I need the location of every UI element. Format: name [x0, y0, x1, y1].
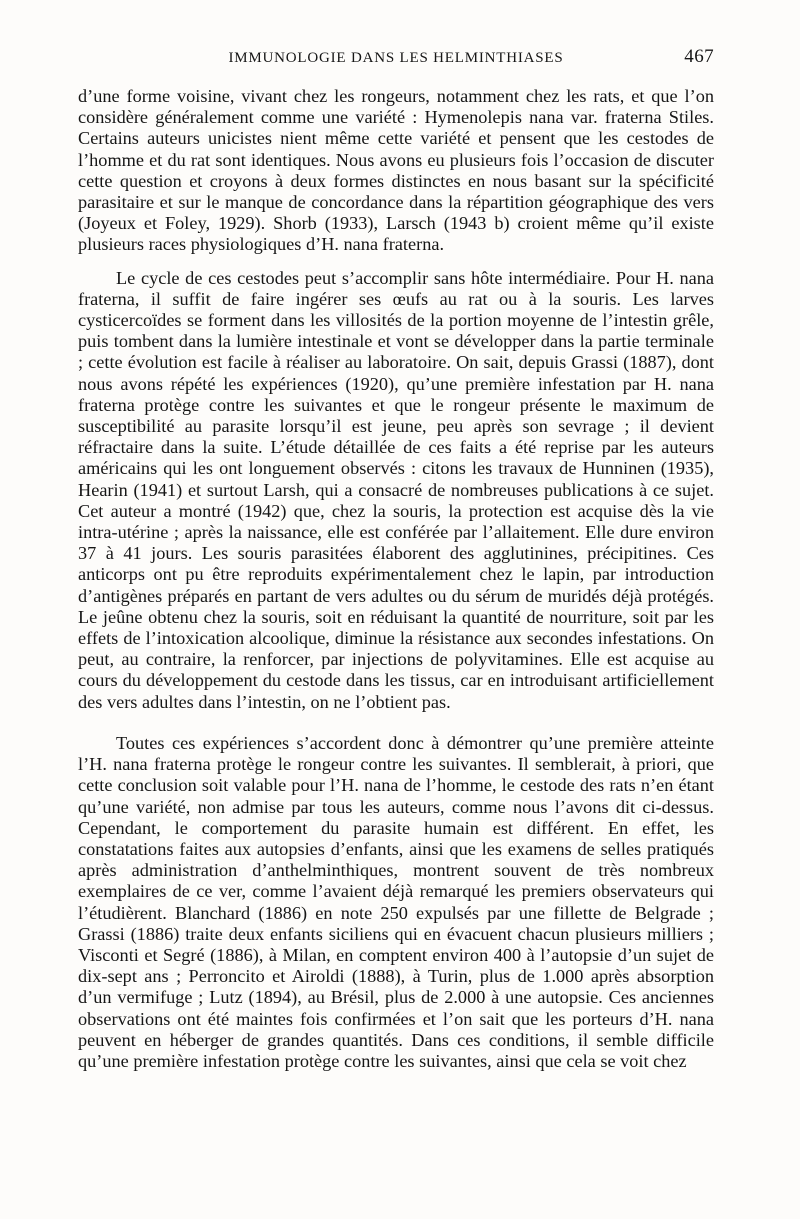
body-text [78, 86, 714, 1072]
paragraph-cycle: Le cycle de ces cestodes peut s’accomplir sans hôte intermédiaire. Pour H. nana fraterna, il suffit de faire ingérer ses œufs au rat ou à la souris. Les larves cysticercoïdes se forment dans les villosités de la portion moyenne de l’intestin grêle, puis tombent dans la lumière intestinale et vont se développer dans la partie terminale ; cette évolution est facile à réaliser au laboratoire. On sait, depuis Grassi (1887), dont nous avons répété les expériences (1920), qu’une première infestation par H. nana fraterna protège contre les suivantes et que le rongeur présente le maximum de susceptibilité au parasite lorsqu’il est jeune, peu après son sevrage ; il devient réfractaire dans la suite. L’étude détaillée de ces faits a été reprise par les auteurs américains qui les ont longuement observés : citons les travaux de Hunninen (1935), Hearin (1941) et surtout Larsh, qui a consacré de nombreuses publications à ce sujet. Cet auteur a montré (1942) que, chez la souris, la protection est acquise dès la vie intra-utérine ; après la naissance, elle est conférée par l’allaitement. Elle dure environ 37 à 41 jours. Les souris parasitées élaborent des agglutinines, précipitines. Ces anticorps ont pu être reproduits expérimentalement chez le lapin, par introduction d’antigènes préparés en partant de vers adultes ou du sérum de muridés déjà protégés. Le jeûne obtenu chez la souris, soit en réduisant la quantité de nourriture, soit par les effets de l’intoxication alcoolique, diminue la résistance aux secondes infestations. On peut, au contraire, la renforcer, par injections de polyvitamines. Elle est acquise au cours du développement du cestode dans les tissus, car en introduisant artificiellement des vers adultes dans l’intestin, on ne l’obtient pas. [78, 267, 714, 712]
running-title: IMMUNOLOGIE DANS LES HELMINTHIASES [228, 50, 564, 66]
paragraph-experiences: Toutes ces expériences s’accordent donc à démontrer qu’une première atteinte l’H. nana fraterna protège le rongeur contre les suivantes. Il semblerait, à priori, que cette conclusion soit valable pour l’H. nana de l’homme, le cestode des rats n’en étant qu’une variété, non admise par tous les auteurs, comme nous l’avons dit ci-dessus. Cependant, le comportement du parasite humain est différent. En effet, les constatations faites aux autopsies d’enfants, ainsi que les examens de selles pratiqués après administration d’anthelminthiques, montrent souvent de très nombreux exemplaires de ce ver, comme l’avaient déjà remarqué les premiers observateurs qui l’étudièrent. Blanchard (1886) en note 250 expulsés par une fillette de Belgrade ; Grassi (1886) traite deux enfants siciliens qui en évacuent chacun plusieurs milliers ; Visconti et Segré (1886), à Milan, en comptent environ 400 à l’autopsie d’un sujet de dix-sept ans ; Perroncito et Airoldi (1888), à Turin, plus de 1.000 après absorption d’un vermifuge ; Lutz (1894), au Brésil, plus de 2.000 à une autopsie. Ces anciennes observations ont été maintes fois confirmées et l’on sait que les porteurs d’H. nana peuvent en héberger de grandes quantités. Dans ces conditions, il semble difficile qu’une première infestation protège contre les suivantes, ainsi que cela se voit chez [78, 732, 714, 1071]
running-header [78, 46, 714, 72]
page-number: 467 [684, 46, 714, 67]
paragraph-continuation: d’une forme voisine, vivant chez les rongeurs, notamment chez les rats, et que l’on considère généralement comme une variété : Hymenolepis nana var. fraterna Stiles. Certains auteurs unicistes nient même cette variété et pensent que les cestodes de l’homme et du rat sont identiques. Nous avons eu plusieurs fois l’occasion de discuter cette question et croyons à deux formes distinctes en nous basant sur la spécificité parasitaire et sur le manque de concordance dans la répartition géographique des vers (Joyeux et Foley, 1929). Shorb (1933), Larsch (1943 b) croient même qu’il existe plusieurs races physiologiques d’H. nana fraterna. [78, 86, 714, 255]
